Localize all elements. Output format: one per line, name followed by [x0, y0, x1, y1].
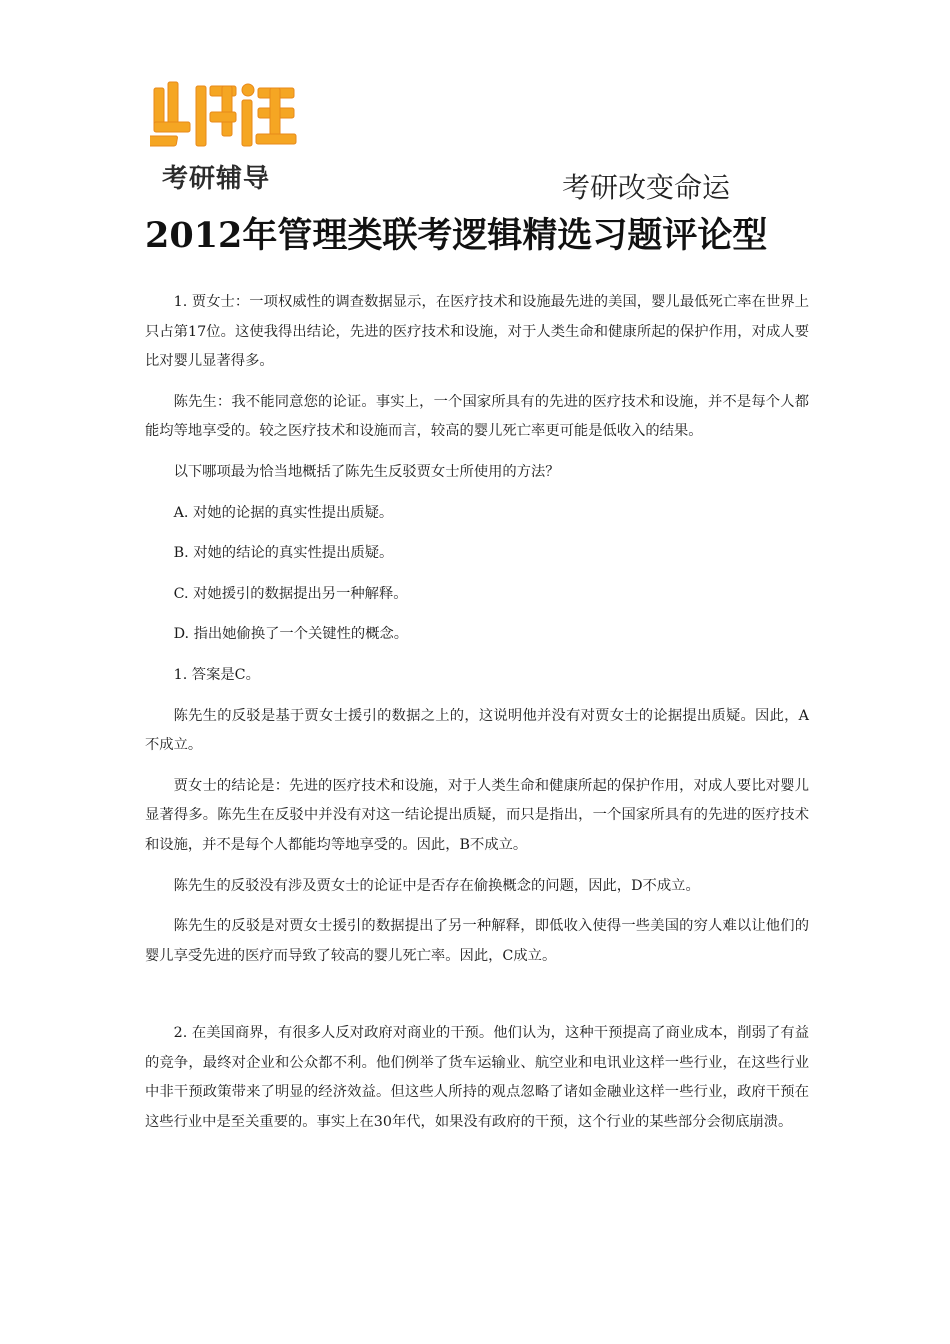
option-c: C. 对她援引的数据提出另一种解释。 [173, 585, 408, 602]
slogan: 考研改变命运 [562, 171, 731, 204]
kaicheng-logo-icon [150, 78, 300, 156]
option-b: B. 对她的结论的真实性提出质疑。 [173, 545, 394, 562]
question-1-chen: 陈先生：我不能同意您的论证。事实上，一个国家所具有的先进的医疗技术和设施，并不是每个人都能均等地享受的。较之医疗技术和设施而言，较高的婴儿死亡率更可能是低收入的结果。 [145, 393, 809, 440]
brand-logo [150, 78, 300, 196]
question-2: 2. 在美国商界，有很多人反对政府对商业的干预。他们认为，这种干预提高了商业成本，削弱了有益的竞争，最终对企业和公众都不利。他们例举了货车运输业、航空业和电讯业这样一些行业，在这些行业中非干预政策带来了明显的经济效益。但这些人所持的观点忽略了诸如金融业这样一些行业，政府干预在这些行业中是至关重要的。事实上在30年代，如果没有政府的干预，这个行业的某些部分会彻底崩溃。 [145, 1025, 809, 1131]
explanation-c: 陈先生的反驳是对贾女士援引的数据提出了另一种解释，即低收入使得一些美国的穷人难以让他们的婴儿享受先进的医疗而导致了较高的婴儿死亡率。因此，C成立。 [145, 918, 809, 964]
option-d: D. 指出她偷换了一个关键性的概念。 [173, 626, 409, 643]
explanation-d: 陈先生的反驳没有涉及贾女士的论证中是否存在偷换概念的问题，因此，D不成立。 [173, 877, 700, 894]
logo-caption: 考研辅导 [162, 164, 271, 194]
answer-1: 1. 答案是C。 [173, 666, 260, 683]
question-1-prompt: 以下哪项最为恰当地概括了陈先生反驳贾女士所使用的方法？ [173, 463, 560, 480]
page-title: 2012年管理类联考逻辑精选习题评论型 [145, 215, 768, 256]
option-a: A. 对她的论据的真实性提出质疑。 [173, 504, 394, 521]
document-body [145, 288, 809, 1149]
explanation-b: 贾女士的结论是：先进的医疗技术和设施，对于人类生命和健康所起的保护作用，对成人要比对婴儿显著得多。陈先生在反驳中并没有对这一结论提出质疑，而只是指出，一个国家所具有的先进的医疗技术和设施，并不是每个人都能均等地享受的。因此，B不成立。 [145, 777, 809, 853]
question-1-jia: 1. 贾女士：一项权威性的调查数据显示，在医疗技术和设施最先进的美国，婴儿最低死亡率在世界上只占第17位。这使我得出结论，先进的医疗技术和设施，对于人类生命和健康所起的保护作用，对成人要比对婴儿显著得多。 [145, 294, 809, 370]
explanation-a: 陈先生的反驳是基于贾女士援引的数据之上的，这说明他并没有对贾女士的论据提出质疑。因此，A不成立。 [145, 707, 809, 754]
